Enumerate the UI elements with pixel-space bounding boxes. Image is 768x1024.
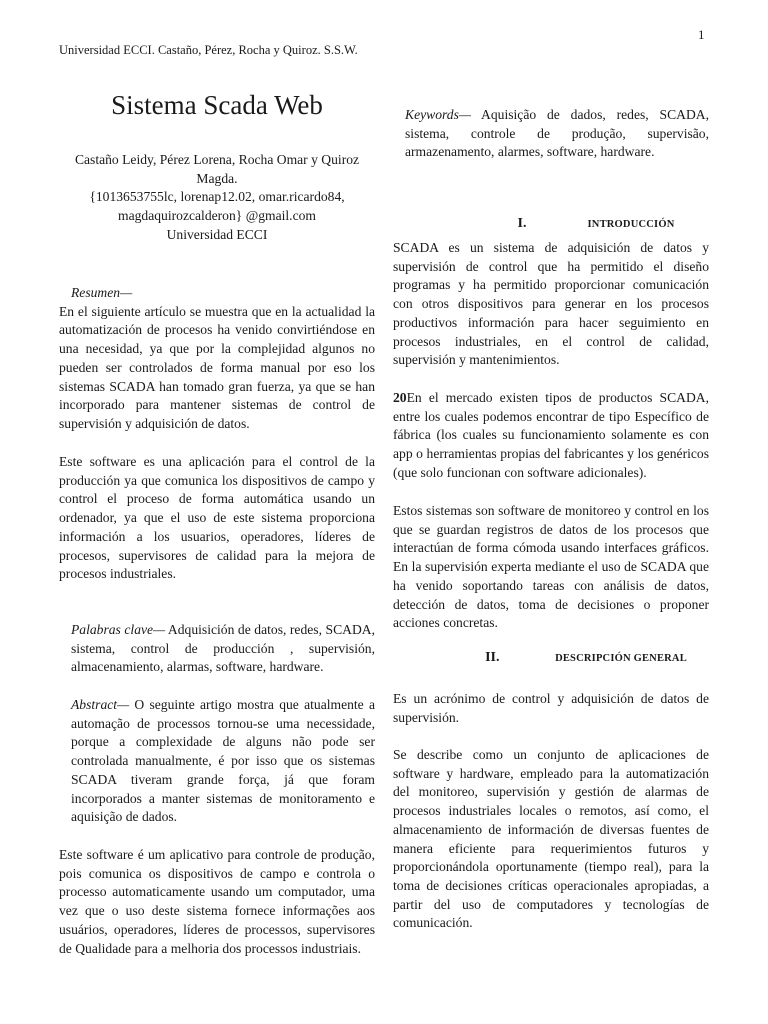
section-1-title: INTRODUCCIÓN [587, 219, 675, 230]
running-header: Universidad ECCI. Castaño, Pérez, Rocha y Quiroz. S.S.W. [59, 43, 358, 57]
section-1-paragraph-2 [393, 389, 709, 483]
abstract-text: O seguinte artigo mostra que atualmente a automação de processos tornou-se uma necessidade, porque a complexidade de alguns não pode ser controlada manualmente, é por isso que os sistemas SCADA tiveram grande força, já que foram incorporados a manter sistemas de monitoramento e aquisição de dados. [71, 697, 375, 825]
section-1-heading [393, 215, 709, 235]
section-2-number: II. [485, 650, 500, 665]
resumen-label: Resumen— [71, 285, 133, 300]
section-1-paragraph-2-text: En el mercado existen tipos de productos SCADA, entre los cuales podemos encontrar de tipo Específico de fábrica (los cuales su funcionamiento solamente es con app o herramientas propias del fabricantes y los genéricos (que solo funcionan con software adicionales). [393, 390, 709, 480]
section-2-paragraph-2: Se describe como un conjunto de aplicaciones de software y hardware, empleado para la automatización del monitoreo, supervisión y gestión de alarmas de procesos industriales locales o remotos, así como, el almacenamiento de información de diversas fuentes de manera eficiente para requerimientos futuros y proporcionándola oportunamente (tiempo real), para la toma de decisiones críticas operacionales apropiadas, a partir del uso de computadores y tecnologías de comunicación. [393, 747, 709, 931]
section-2-title: DESCRIPCIÓN GENERAL [555, 653, 687, 664]
resumen-paragraph-2: Este software es una aplicación para el control de la producción ya que comunica los dispositivos de campo y control el proceso de forma automática usando un ordenador, ya que el uso de este sistema proporciona información a los usuarios, operadores, líderes de procesos, supervisores de calidad para la mejora de procesos industriales. [59, 454, 375, 582]
abstract-label: Abstract— [71, 697, 130, 712]
palabras-clave [59, 621, 375, 677]
author-block [59, 151, 375, 245]
abstract-paragraph-1 [59, 696, 375, 827]
section-2-heading [393, 649, 709, 669]
author-emails: {1013653755lc, lorenap12.02, omar.ricardo84, magdaquirozcalderon} @gmail.com [89, 189, 345, 224]
section-2-paragraph-1: Es un acrónimo de control y adquisición de datos de supervisión. [393, 691, 709, 725]
palabras-clave-text: Adquisición de datos, redes, SCADA, sistema, control de producción , supervisión, almacenamiento, alarmas, software, hardware. [71, 622, 375, 675]
keywords-text: Aquisição de dados, redes, SCADA, sistema, controle de produção, supervisão, armazenamento, alarmes, software, hardware. [405, 107, 709, 160]
page-number: 1 [698, 27, 705, 42]
palabras-clave-label: Palabras clave— [71, 622, 166, 637]
author-affiliation: Universidad ECCI [166, 226, 268, 242]
section-1-paragraph-2-lead: 20 [393, 390, 407, 405]
abstract-paragraph-2: Este software é um aplicativo para controle de produção, pois comunica os dispositivos de campo e controla o processo automaticamente usando um computador, uma vez que o uso deste sistema fornece informações aos usuários, operadores, líderes de processos, supervisores de Qualidade para a melhoria dos processos industriais. [59, 847, 375, 956]
keywords [393, 106, 709, 162]
keywords-label: Keywords— [405, 107, 471, 122]
section-1-number: I. [517, 216, 527, 231]
resumen-section [59, 284, 375, 434]
section-1-paragraph-3: Estos sistemas son software de monitoreo y control en los que se guardan registros de datos de los procesos que interactúan de forma cómoda usando interfaces gráficos. En la supervisión experta mediante el uso de SCADA que ha venido soportando tareas con análisis de datos, detección de datos, toma de decisiones o proponer acciones concretas. [393, 503, 709, 631]
author-names: Castaño Leidy, Pérez Lorena, Rocha Omar y Quiroz Magda. [74, 152, 360, 186]
resumen-paragraph-1: En el siguiente artículo se muestra que en la actualidad la automatización de procesos ha venido convirtiéndose en una necesidad, ya que por la complejidad algunos no pueden ser controlados de forma manual por eso los sistemas SCADA han tomado gran fuerza, ya que se han incorporado para mantener sistemas de control de supervisión y adquisición de datos. [59, 303, 375, 431]
paper-title: Sistema Scada Web [111, 90, 323, 120]
section-1-paragraph-1: SCADA es un sistema de adquisición de datos y supervisión de control que ha permitido el diseño programas y ha permitido proporcionar comunicación con otros dispositivos para generar en los procesos productivos información para hacer seguimiento en procesos industriales, en el control de calidad, supervisión y mantenimientos. [393, 240, 709, 368]
